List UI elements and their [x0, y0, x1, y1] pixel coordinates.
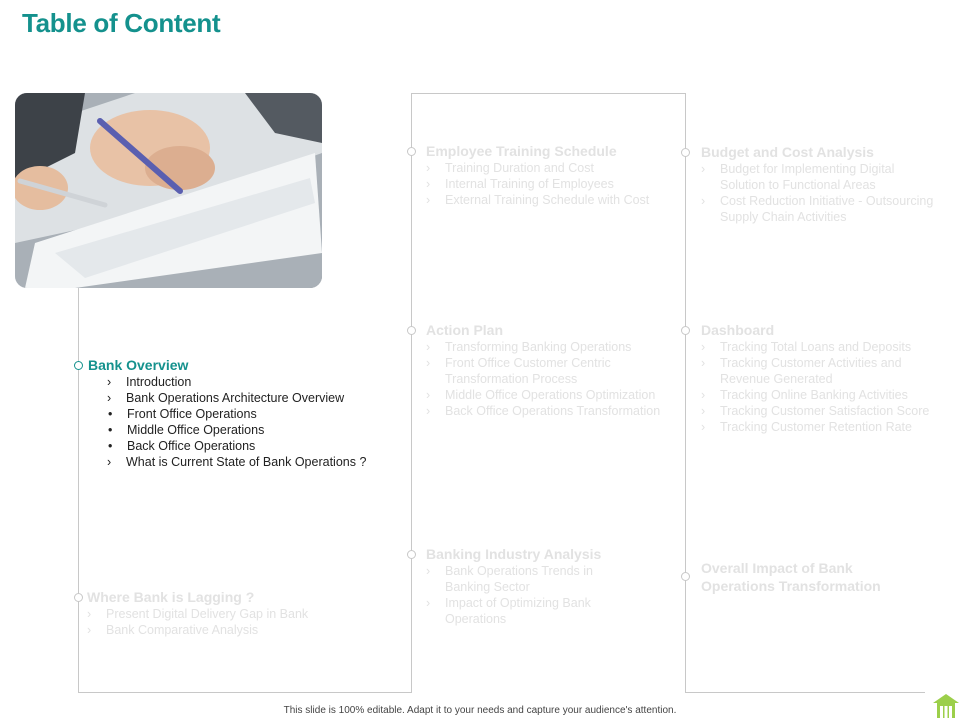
list-item: › Introduction: [107, 374, 398, 390]
list-item: › Front Office Customer Centric Transformation Process: [426, 355, 676, 387]
list-item: › Bank Operations Architecture Overview: [107, 390, 398, 406]
bank-overview-subitems: [107, 406, 398, 454]
timeline-bottom-right: [685, 692, 925, 693]
sub-list-item: • Middle Office Operations: [107, 422, 398, 438]
section-dashboard[interactable]: [701, 321, 936, 435]
list-item: › Budget for Implementing Digital Solution to Functional Areas: [701, 161, 936, 193]
sub-list-item: • Back Office Operations: [107, 438, 398, 454]
industry-items: [426, 563, 636, 627]
list-item: › Back Office Operations Transformation: [426, 403, 676, 419]
timeline-middle-vertical: [411, 93, 412, 693]
timeline-right-vertical: [685, 93, 686, 693]
section-title-action-plan: Action Plan: [426, 322, 504, 338]
section-title-dashboard: Dashboard: [701, 322, 775, 338]
section-title-impact: Overall Impact of Bank Operations Transformation: [701, 560, 881, 594]
section-title-where-lagging: Where Bank is Lagging ?: [87, 589, 255, 605]
list-item: › Internal Training of Employees: [426, 176, 676, 192]
section-where-lagging[interactable]: [87, 588, 397, 638]
hero-photo: [15, 93, 322, 288]
timeline-bottom-left: [78, 692, 412, 693]
list-item: › Training Duration and Cost: [426, 160, 676, 176]
list-item: › Tracking Online Banking Activities: [701, 387, 936, 403]
timeline-left-vertical: [78, 288, 79, 693]
section-title-bank-overview: Bank Overview: [88, 357, 189, 373]
section-action-plan[interactable]: [426, 321, 676, 419]
list-item: › Bank Comparative Analysis: [87, 622, 397, 638]
section-training[interactable]: [426, 142, 676, 208]
training-items: [426, 160, 676, 208]
section-budget[interactable]: [701, 143, 936, 225]
section-impact[interactable]: [701, 559, 911, 595]
section-title-industry: Banking Industry Analysis: [426, 546, 602, 562]
where-lagging-items: [87, 606, 397, 638]
hero-photo-illustration: [15, 93, 322, 288]
node-industry: [407, 550, 416, 559]
bank-overview-items: [107, 374, 398, 406]
section-title-budget: Budget and Cost Analysis: [701, 144, 874, 160]
node-bank-overview: [74, 361, 83, 370]
section-bank-overview[interactable]: [88, 356, 398, 470]
list-item: › Tracking Total Loans and Deposits: [701, 339, 936, 355]
node-budget: [681, 148, 690, 157]
sub-list-item: • Front Office Operations: [107, 406, 398, 422]
home-icon[interactable]: [932, 692, 960, 720]
list-item: › Present Digital Delivery Gap in Bank: [87, 606, 397, 622]
list-item: › Tracking Customer Retention Rate: [701, 419, 936, 435]
node-where-lagging: [74, 593, 83, 602]
list-item: › Cost Reduction Initiative - Outsourcing Supply Chain Activities: [701, 193, 936, 225]
section-title-training: Employee Training Schedule: [426, 143, 617, 159]
dashboard-items: [701, 339, 936, 435]
list-item: › Tracking Customer Satisfaction Score: [701, 403, 936, 419]
list-item: › Tracking Customer Activities and Revenue Generated: [701, 355, 936, 387]
section-industry[interactable]: [426, 545, 636, 627]
list-item: › Transforming Banking Operations: [426, 339, 676, 355]
slide-title: Table of Content: [22, 8, 221, 38]
list-item: › Impact of Optimizing Bank Operations: [426, 595, 636, 627]
bank-overview-last-item: [107, 454, 398, 470]
node-action-plan: [407, 326, 416, 335]
node-training: [407, 147, 416, 156]
list-item: › External Training Schedule with Cost: [426, 192, 676, 208]
list-item: › Bank Operations Trends in Banking Sector: [426, 563, 636, 595]
node-dashboard: [681, 326, 690, 335]
list-item: › Middle Office Operations Optimization: [426, 387, 676, 403]
timeline-top-middle: [411, 93, 686, 94]
footer-note: This slide is 100% editable. Adapt it to your needs and capture your audience's attention.: [283, 705, 677, 716]
list-item: › What is Current State of Bank Operations ?: [107, 454, 398, 470]
node-impact: [681, 572, 690, 581]
action-plan-items: [426, 339, 676, 419]
budget-items: [701, 161, 936, 225]
